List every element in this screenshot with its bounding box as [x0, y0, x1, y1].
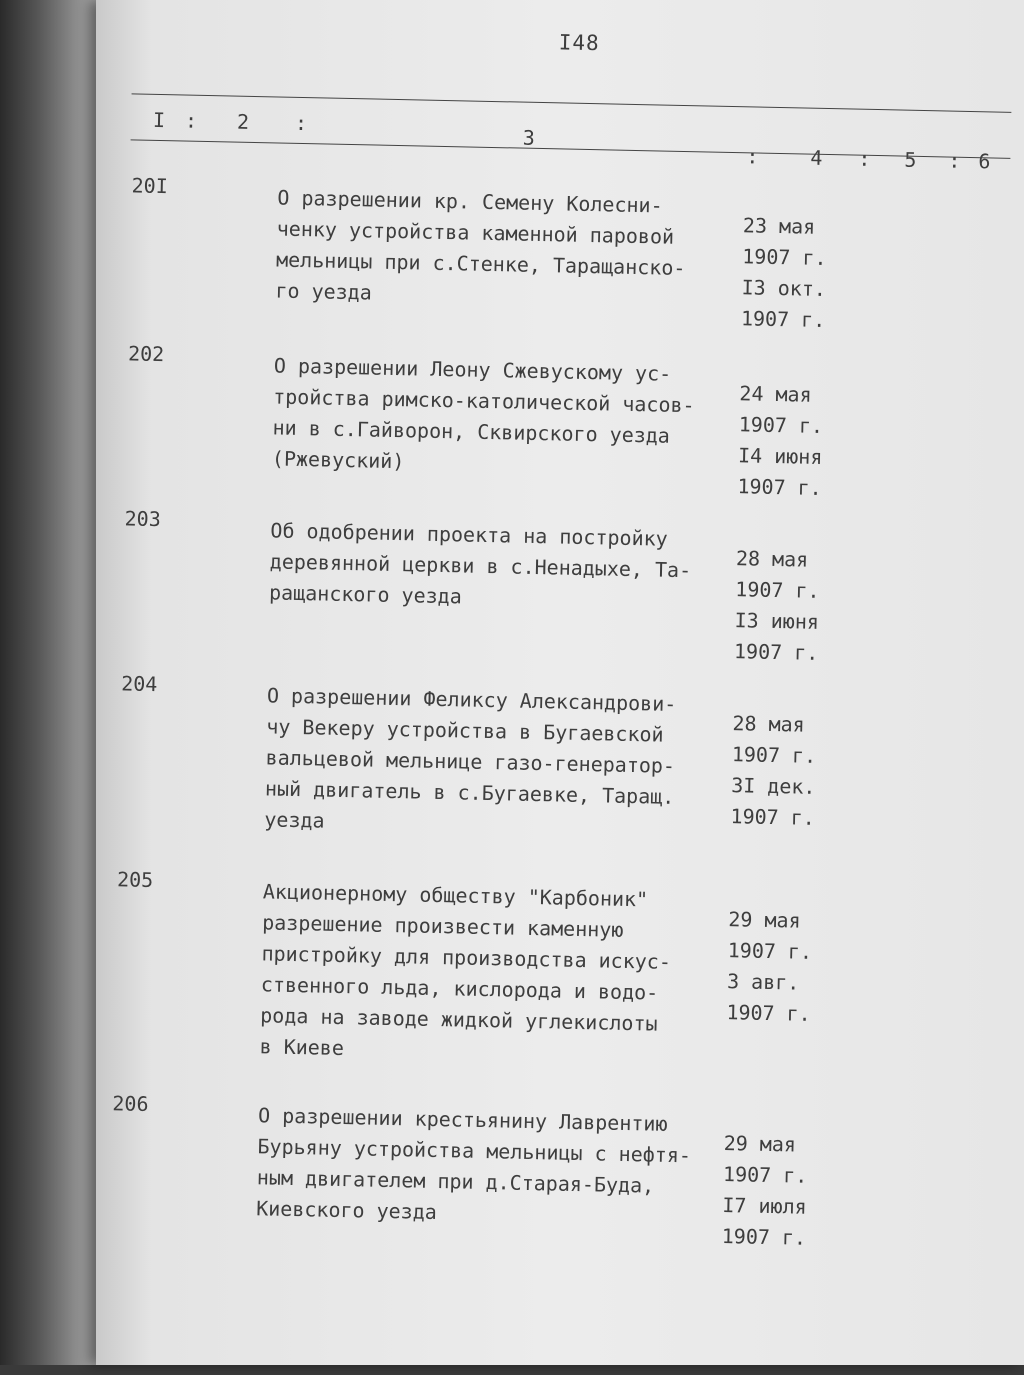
- column-header-3: 3: [522, 125, 536, 150]
- column-header-5: 5: [904, 147, 917, 172]
- entry-description: О разрешении кр. Семену Колесни- ченку устройства каменной паровой мельницы при с.Стенке, Таращанско- го уезда: [275, 185, 686, 305]
- entry-description: О разрешении Феликсу Александрови- чу Векеру устройства в Бугаевской вальцевой мельнице газо-генератор- ный двигатель в с.Бугаевке, Таращ. уезда: [264, 683, 677, 833]
- entry-dates: 28 мая 1907 г. 3I дек. 1907 г.: [730, 711, 817, 830]
- entry-number: 205: [116, 867, 154, 893]
- entry-number: 206: [112, 1091, 149, 1116]
- column-separator: :: [948, 148, 961, 173]
- entry-dates: 23 мая 1907 г. I3 окт. 1907 г.: [740, 213, 827, 332]
- entry-description: О разрешении Леону Сжевускому ус- тройства римско-католической часов- ни в с.Гайворон, Сквирского уезда (Ржевуский): [271, 353, 695, 474]
- column-header-4: 4: [810, 145, 823, 170]
- register-entry: [91, 867, 1019, 1061]
- entry-number: 20I: [131, 173, 169, 199]
- header-top-rule: [132, 93, 1012, 112]
- page-number: I48: [558, 30, 600, 56]
- register-entry: [106, 173, 1024, 332]
- entry-dates: 28 мая 1907 г. I3 июня 1907 г.: [733, 546, 820, 665]
- typed-register-sheet: [81, 0, 1024, 1375]
- register-entry: [102, 341, 1024, 500]
- document-page: [96, 0, 1024, 1365]
- entry-number: 204: [120, 671, 158, 697]
- entry-dates: 24 мая 1907 г. I4 июня 1907 г.: [737, 381, 824, 500]
- entry-dates: 29 мая 1907 г. I7 июля 1907 г.: [721, 1131, 808, 1250]
- entry-description: Об одобрении проекта на постройку деревянной церкви в с.Ненадыхе, Та- ращанского уезда: [268, 518, 692, 609]
- column-header-2: 2: [236, 109, 250, 134]
- register-entry: [87, 1091, 1015, 1250]
- column-separator: :: [294, 110, 308, 136]
- header-bottom-rule: [131, 139, 1011, 158]
- column-separator: :: [184, 108, 198, 133]
- entry-description: О разрешении крестьянину Лаврентию Бурьяну устройства мельницы с нефтя- ным двигателем при д.Старая-Буда, Киевского уезда: [255, 1103, 692, 1225]
- entry-dates: 29 мая 1907 г. 3 авг. 1907 г.: [726, 907, 813, 1026]
- column-separator: :: [746, 144, 759, 169]
- register-entry: [95, 671, 1023, 833]
- entry-number: 202: [127, 341, 165, 367]
- column-separator: :: [858, 146, 871, 171]
- column-header-1: I: [152, 107, 166, 133]
- entry-description: Акционерному обществу "Карбоник" разрешение произвести каменную пристройку для производства искус- ственного льда, кислорода и водо- рода на заводе жидкой углекислоты в Киеве: [259, 879, 672, 1061]
- column-header-6: 6: [978, 149, 991, 174]
- register-entry: [99, 506, 1024, 665]
- entry-number: 203: [124, 506, 162, 532]
